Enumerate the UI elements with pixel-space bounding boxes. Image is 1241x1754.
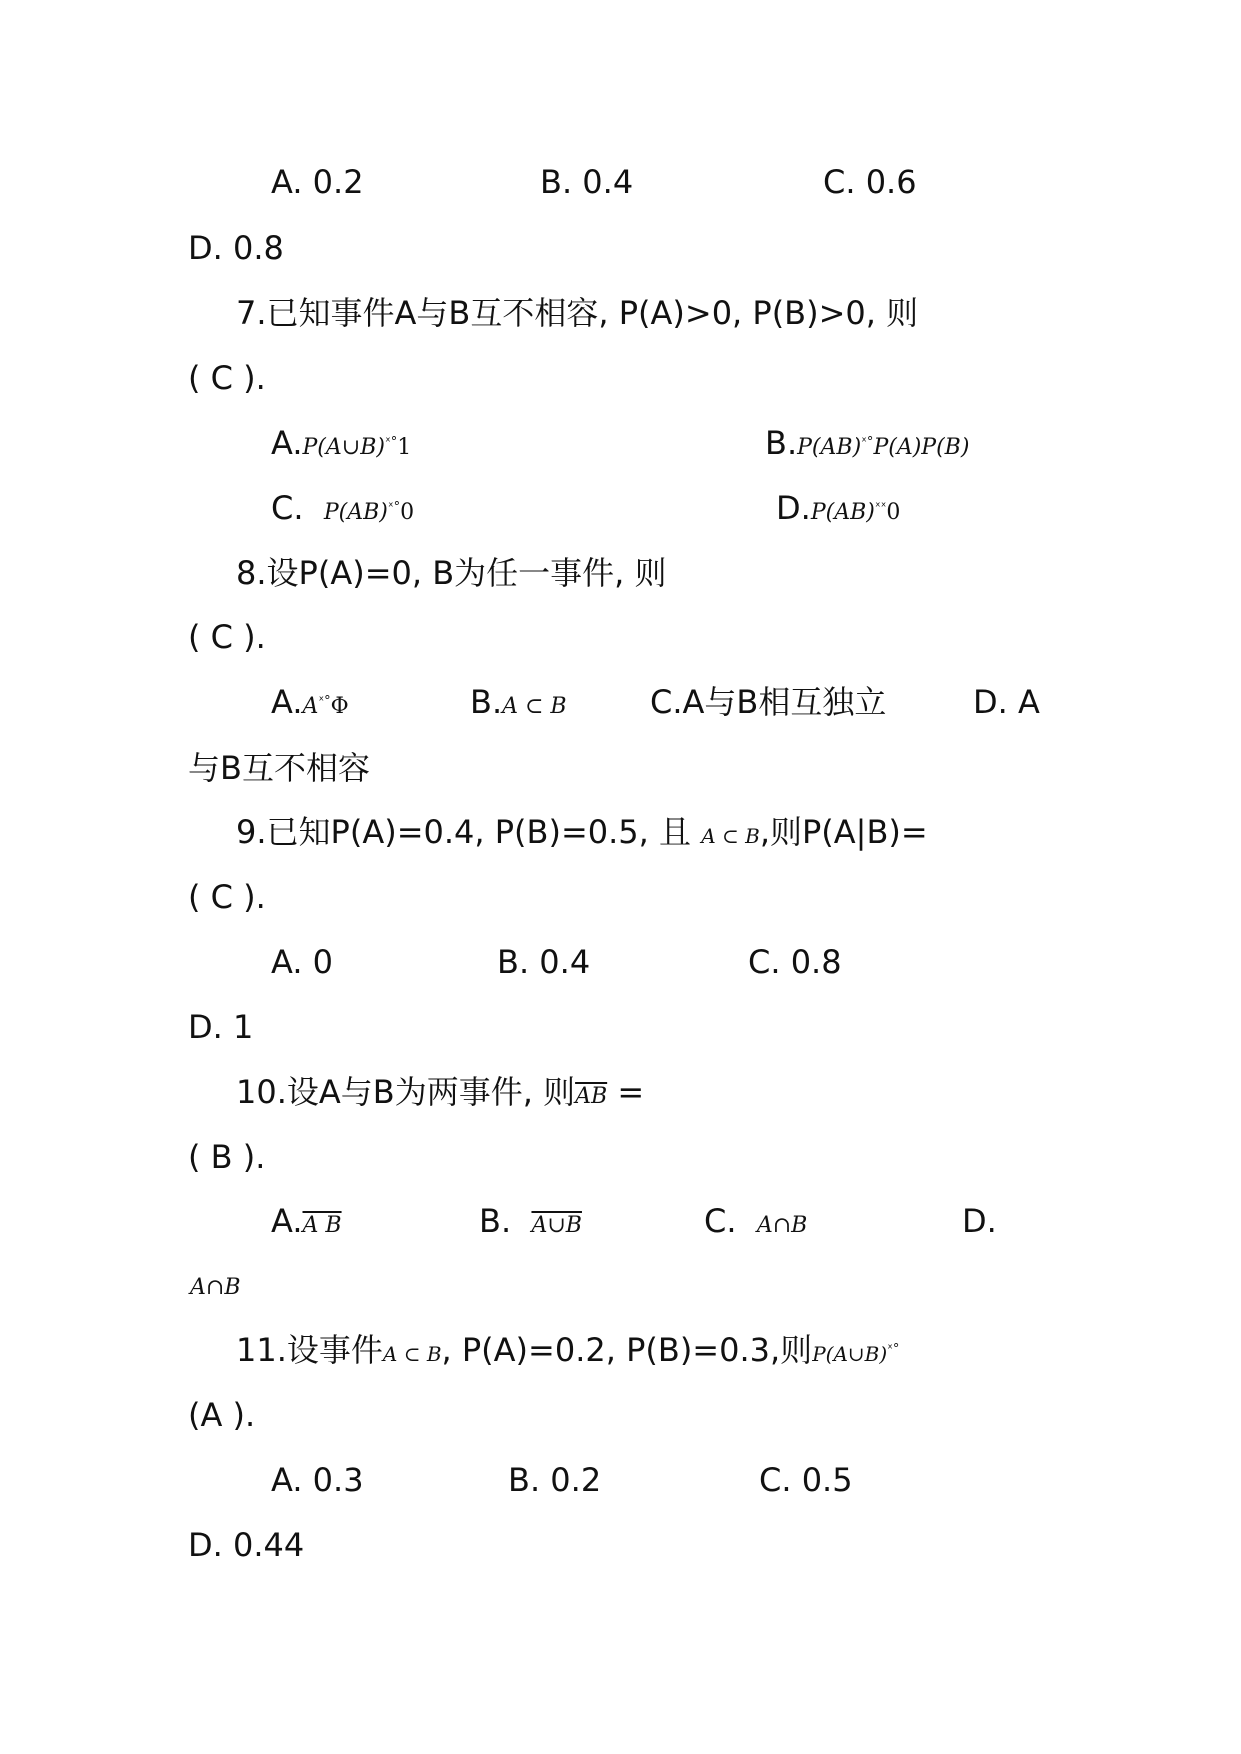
q8-option-b-math: A ⊂ B: [502, 694, 567, 719]
q10-option-d-expr: A∩B: [190, 1275, 241, 1300]
q9-option-b: B. 0.4: [497, 943, 591, 981]
q9-answer: ( C ).: [188, 878, 266, 916]
q8-option-d-continued: 与B互不相容: [188, 749, 370, 787]
q7-option-b-rhs: P(A)P(B): [873, 435, 970, 460]
q11-stem-math-2: P(A∪B): [812, 1342, 888, 1366]
q10-option-a: [271, 1201, 342, 1246]
q7-option-a-math: P(A∪B): [302, 435, 385, 460]
q8-option-a-glyph: ˣ°: [318, 694, 331, 709]
q10-option-a-label: A.: [271, 1202, 303, 1240]
q7-option-c-label: C.: [271, 489, 304, 527]
q10-option-d: D.: [962, 1202, 997, 1240]
q6-option-c: C. 0.6: [823, 163, 917, 201]
q7-option-d-label: D.: [776, 489, 811, 527]
q10-option-c-math: A∩B: [756, 1213, 808, 1238]
q6-option-a: A. 0.2: [271, 163, 364, 201]
q6-option-d: D. 0.8: [188, 229, 284, 267]
q8-option-d: D. A: [973, 683, 1040, 721]
q11-option-b: B. 0.2: [508, 1461, 602, 1499]
q10-stem-text-2: =: [607, 1073, 645, 1111]
q7-option-d-rhs: 0: [886, 500, 901, 525]
q7-option-a-rhs: 1: [397, 435, 412, 460]
q7-option-b-label: B.: [765, 424, 798, 462]
q7-stem: 7.已知事件A与B互不相容, P(A)>0, P(B)>0, 则: [236, 294, 919, 332]
q7-option-a-glyph: ˣ°: [384, 435, 398, 450]
q7-option-d-math: P(AB): [810, 500, 875, 525]
q8-option-c: C.A与B相互独立: [650, 683, 887, 721]
q10-option-c: [704, 1201, 807, 1246]
q7-option-c-rhs: 0: [400, 500, 415, 525]
q11-stem-glyph: ˣ°: [887, 1342, 900, 1357]
q9-stem: [236, 812, 928, 856]
q10-option-d-math: [190, 1263, 241, 1308]
q10-option-b-label: B.: [479, 1202, 512, 1240]
q11-option-a: A. 0.3: [271, 1461, 364, 1499]
q8-option-a-rhs: Φ: [330, 694, 349, 719]
q8-option-a-label: A.: [271, 683, 303, 721]
q8-option-b-label: B.: [470, 683, 503, 721]
q7-option-b: [765, 423, 969, 468]
q6-option-b: B. 0.4: [540, 163, 634, 201]
q9-option-c: C. 0.8: [748, 943, 842, 981]
q7-option-a: [271, 423, 411, 468]
q10-option-b-math: A∪B: [531, 1213, 582, 1238]
q10-answer: ( B ).: [188, 1138, 266, 1176]
q8-option-a: [271, 682, 349, 727]
q11-answer: (A ).: [188, 1396, 256, 1434]
q7-option-d-glyph: ˣˣ: [874, 500, 887, 515]
q8-option-b: [470, 682, 567, 727]
q9-option-d: D. 1: [188, 1008, 254, 1046]
q11-option-d: D. 0.44: [188, 1526, 305, 1564]
q10-option-c-label: C.: [704, 1202, 737, 1240]
q10-option-b: [479, 1201, 582, 1246]
q9-option-a: A. 0: [271, 943, 334, 981]
q9-stem-text-2: ,则P(A|B)=: [759, 813, 928, 851]
q8-option-a-math: A: [302, 694, 319, 719]
q10-option-a-math: A B: [302, 1213, 342, 1238]
q7-option-c: [271, 488, 414, 533]
q7-option-c-math: P(AB): [323, 500, 388, 525]
q11-stem-math-1: A ⊂ B: [382, 1342, 442, 1366]
q7-option-a-label: A.: [271, 424, 303, 462]
q7-option-c-glyph: ˣ°: [387, 500, 401, 515]
q10-stem-math: $\overline{AB}$: [575, 1084, 608, 1109]
q11-stem-text-2: , P(A)=0.2, P(B)=0.3,则: [441, 1331, 813, 1369]
q10-stem: [236, 1072, 644, 1117]
q7-answer: ( C ).: [188, 359, 266, 397]
q9-stem-text-1: 9.已知P(A)=0.4, P(B)=0.5, 且: [236, 813, 692, 851]
q7-option-b-glyph: ˣ°: [861, 435, 874, 450]
q10-stem-text-1: 10.设A与B为两事件, 则: [236, 1073, 576, 1111]
q8-stem: 8.设P(A)=0, B为任一事件, 则: [236, 554, 667, 592]
q7-option-d: [776, 488, 900, 533]
q9-stem-math: A ⊂ B: [701, 824, 760, 848]
q7-option-b-math: P(AB): [797, 435, 862, 460]
q11-stem: [236, 1330, 899, 1374]
q8-answer: ( C ).: [188, 618, 266, 656]
q11-stem-text-1: 11.设事件: [236, 1331, 383, 1369]
q11-option-c: C. 0.5: [759, 1461, 853, 1499]
